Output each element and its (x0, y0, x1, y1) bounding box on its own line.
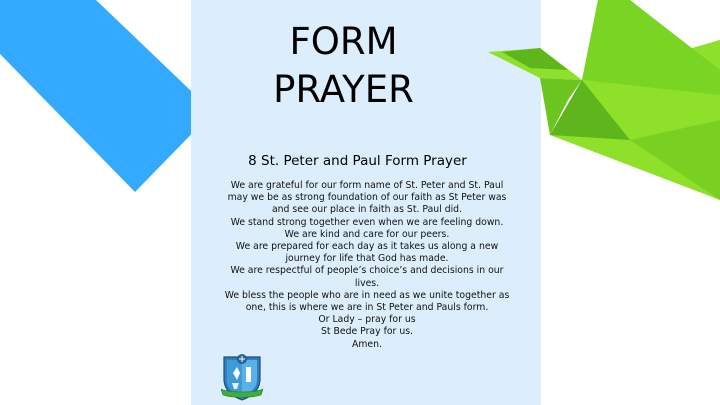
prayer-text (222, 180, 512, 351)
prayer-line: Or Lady – pray for us (318, 314, 416, 326)
prayer-line: We are respectful of people’s choice’s and decisions in our (230, 265, 504, 277)
prayer-line: We are kind and care for our peers. (284, 228, 450, 240)
subtitle: 8 St. Peter and Paul Form Prayer (248, 153, 467, 169)
prayer-line: and see our place in faith as St. Paul did. (271, 204, 463, 216)
title-line-1: FORM (289, 20, 398, 63)
prayer-line: We are prepared for each day as it takes us along a new (235, 241, 499, 253)
prayer-line: Amen. (352, 338, 382, 350)
prayer-line: may we be as strong foundation of our faith as St Peter was (227, 192, 507, 204)
prayer-line: We bless the people who are in need as we unite together as (224, 289, 510, 301)
title-line-2: PRAYER (273, 68, 414, 111)
green-origami-bird-icon (480, 0, 720, 200)
prayer-line: St Bede Pray for us. (320, 326, 414, 338)
prayer-line: one, this is where we are in St Peter and Pauls form. (245, 302, 489, 314)
school-crest-icon (221, 353, 263, 401)
blue-diagonal-shape (0, 0, 215, 195)
prayer-line: journey for life that God has made. (285, 253, 449, 265)
prayer-line: We stand strong together even when we are feeling down. (230, 216, 504, 228)
page-title (191, 18, 496, 114)
prayer-line: We are grateful for our form name of St. Peter and St. Paul (230, 180, 504, 191)
prayer-line: lives. (354, 277, 380, 289)
